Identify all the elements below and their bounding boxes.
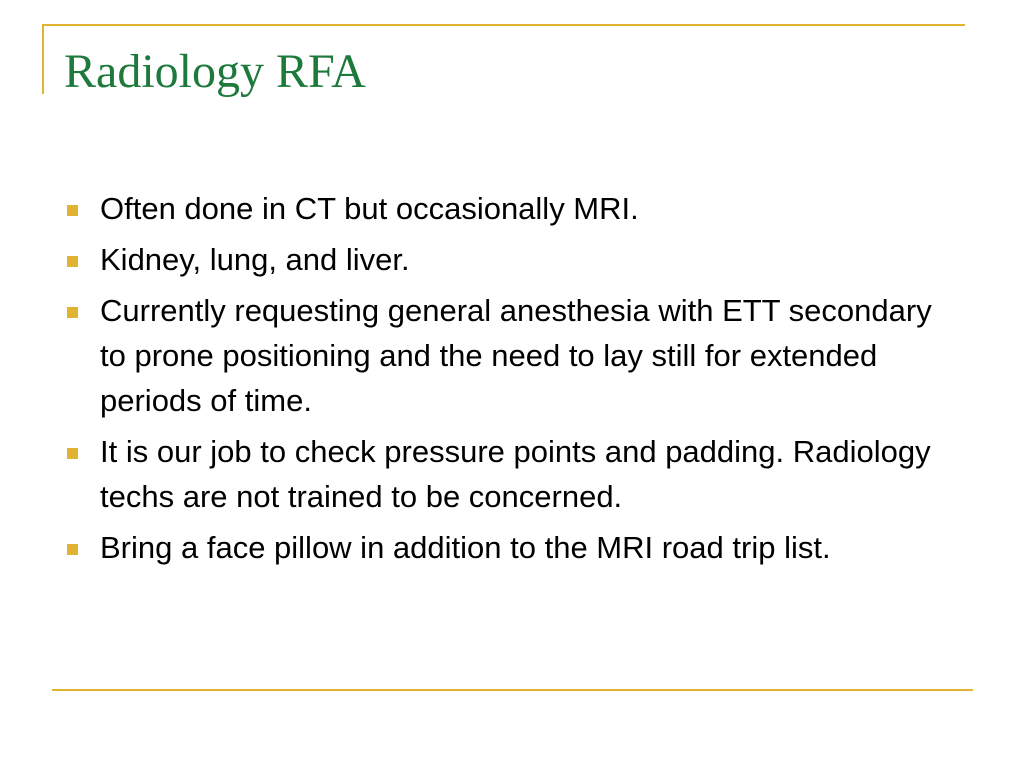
bullet-item (64, 237, 944, 282)
title-frame-vertical-rule (42, 24, 44, 94)
title-frame-horizontal-rule (42, 24, 965, 26)
bullet-item (64, 186, 944, 231)
square-bullet-icon (67, 256, 78, 267)
square-bullet-icon (67, 448, 78, 459)
slide-title: Radiology RFA (64, 45, 366, 98)
bullet-text: It is our job to check pressure points and padding. Radiology techs are not trained to be concerned. (100, 434, 931, 514)
bullet-item (64, 288, 944, 423)
square-bullet-icon (67, 205, 78, 216)
bullet-text: Kidney, lung, and liver. (100, 242, 410, 277)
bullet-text: Currently requesting general anesthesia with ETT secondary to prone positioning and the need to lay still for extended periods of time. (100, 293, 932, 418)
bullet-list (64, 186, 944, 576)
bullet-item (64, 525, 944, 570)
square-bullet-icon (67, 307, 78, 318)
footer-rule (52, 689, 973, 691)
bullet-text: Bring a face pillow in addition to the MRI road trip list. (100, 530, 831, 565)
bullet-text: Often done in CT but occasionally MRI. (100, 191, 639, 226)
square-bullet-icon (67, 544, 78, 555)
bullet-item (64, 429, 944, 519)
